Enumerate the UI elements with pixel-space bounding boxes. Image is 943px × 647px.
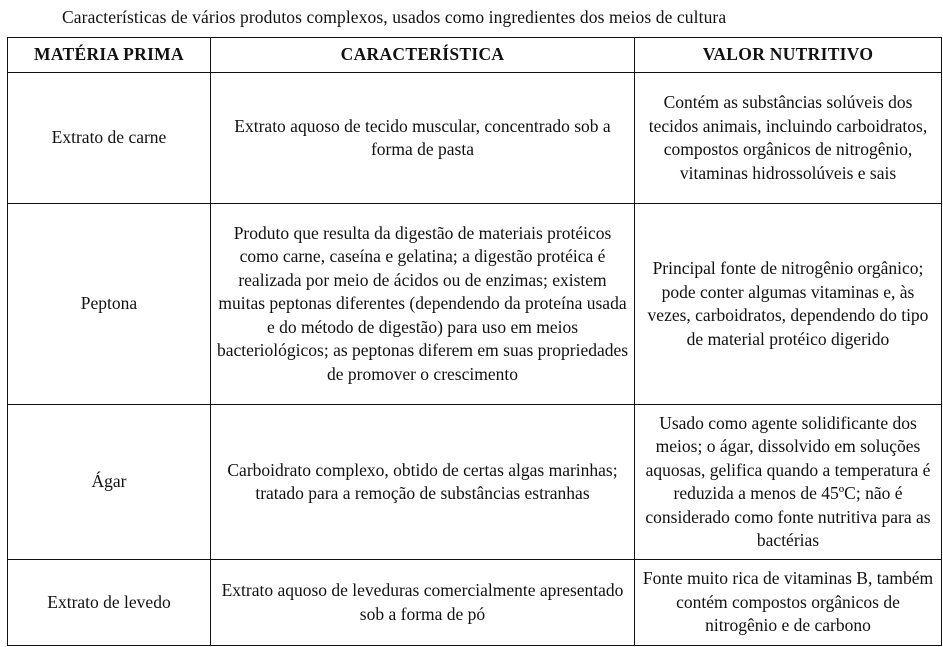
- table-row: [8, 405, 942, 560]
- cell-characteristic: Carboidrato complexo, obtido de certas algas marinhas; tratado para a remoção de substâncias estranhas: [211, 405, 635, 560]
- header-caracteristica: CARACTERÍSTICA: [211, 38, 635, 73]
- table-row: [8, 73, 942, 204]
- cell-characteristic: Produto que resulta da digestão de materiais protéicos como carne, caseína e gelatina; a digestão protéica é realizada por meio de ácidos ou de enzimas; existem muitas peptonas diferentes (dependendo da proteína usada e do método de digestão) para uso em meios bacteriológicos; as peptonas diferem em suas propriedades de promover o crescimento: [211, 204, 635, 405]
- table-row: [8, 560, 942, 646]
- cell-material: Peptona: [8, 204, 211, 405]
- cell-characteristic: Extrato aquoso de tecido muscular, concentrado sob a forma de pasta: [211, 73, 635, 204]
- table-caption: Características de vários produtos complexos, usados como ingredientes dos meios de cultura: [62, 7, 727, 27]
- table-row: [8, 204, 942, 405]
- cell-nutritive-value: Principal fonte de nitrogênio orgânico; pode conter algumas vitaminas e, às vezes, carboidratos, dependendo do tipo de material protéico digerido: [635, 204, 942, 405]
- header-materia-prima: MATÉRIA PRIMA: [8, 38, 211, 73]
- cell-nutritive-value: Usado como agente solidificante dos meios; o ágar, dissolvido em soluções aquosas, gelifica quando a temperatura é reduzida a menos de 45ºC; não é considerado como fonte nutritiva para as bactérias: [635, 405, 942, 560]
- cell-characteristic: Extrato aquoso de leveduras comercialmente apresentado sob a forma de pó: [211, 560, 635, 646]
- header-valor-nutritivo: VALOR NUTRITIVO: [635, 38, 942, 73]
- cell-nutritive-value: Fonte muito rica de vitaminas B, também contém compostos orgânicos de nitrogênio e de carbono: [635, 560, 942, 646]
- cell-material: Extrato de levedo: [8, 560, 211, 646]
- ingredients-table: [7, 37, 942, 646]
- cell-material: Extrato de carne: [8, 73, 211, 204]
- table-header-row: [8, 38, 942, 73]
- cell-nutritive-value: Contém as substâncias solúveis dos tecidos animais, incluindo carboidratos, compostos orgânicos de nitrogênio, vitaminas hidrossolúveis e sais: [635, 73, 942, 204]
- cell-material: Ágar: [8, 405, 211, 560]
